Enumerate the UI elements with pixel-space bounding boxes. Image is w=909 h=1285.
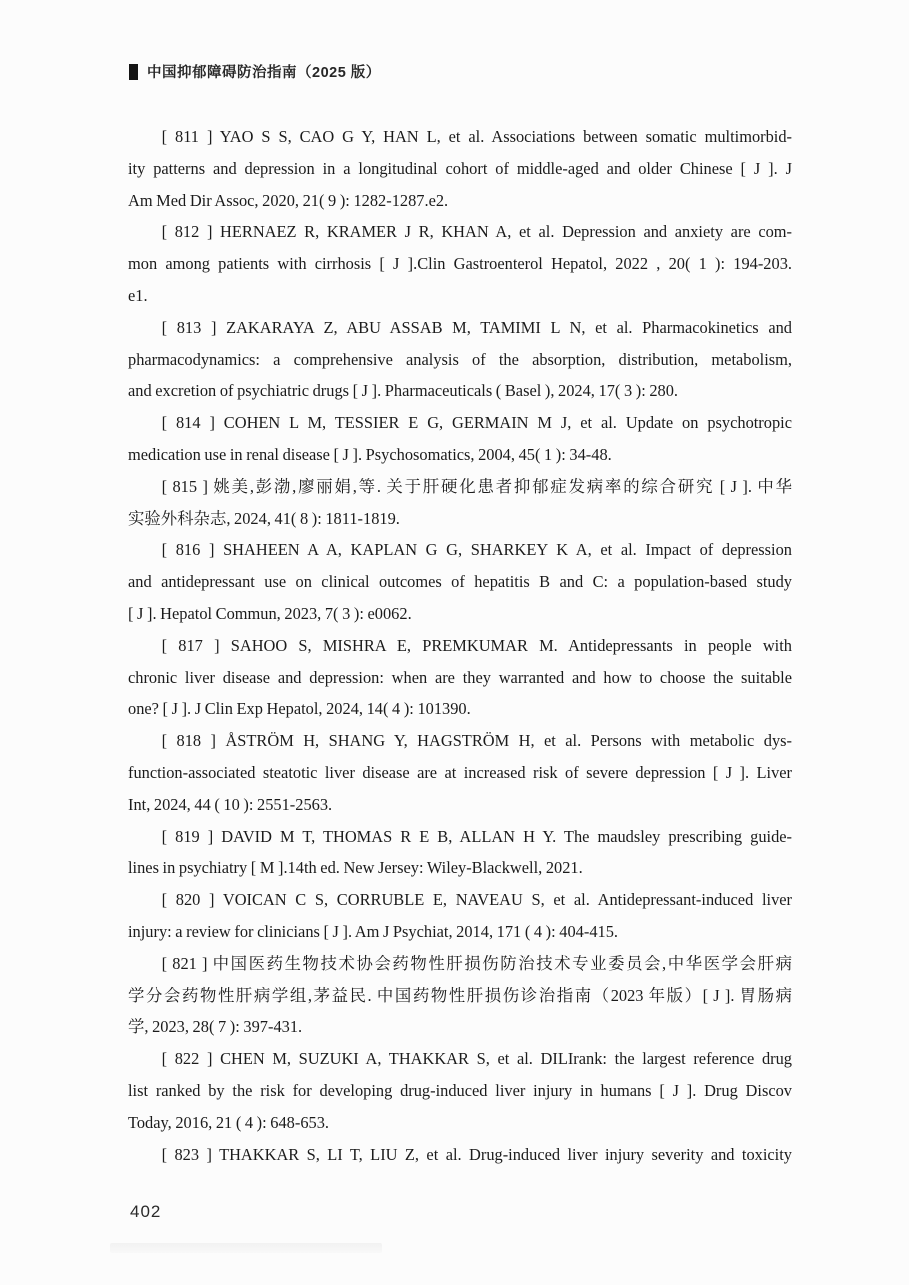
reference-line: [ 815 ] 姚美,彭渤,廖丽娟,等. 关于肝硬化患者抑郁症发病率的综合研究 [ J ]. 中华 xyxy=(161,476,792,496)
reference-line: medication use in renal disease [ J ]. Psychosomatics, 2004, 45( 1 ): 34-48. xyxy=(128,444,612,464)
reference-line: [ 817 ] SAHOO S, MISHRA E, PREMKUMAR M. Antidepressants in people with xyxy=(161,635,792,655)
reference-entry-812 xyxy=(128,216,792,311)
reference-entry-818 xyxy=(128,725,792,820)
page-number: 402 xyxy=(130,1202,162,1221)
reference-line: [ 816 ] SHAHEEN A A, KAPLAN G G, SHARKEY K A, et al. Impact of depression xyxy=(161,540,792,560)
reference-line: injury: a review for clinicians [ J ]. Am J Psychiat, 2014, 171 ( 4 ): 404-415. xyxy=(128,921,619,941)
reference-line: [ 820 ] VOICAN C S, CORRUBLE E, NAVEAU S, et al. Antidepressant-induced liver xyxy=(161,890,792,910)
reference-line: [ 823 ] THAKKAR S, LI T, LIU Z, et al. Drug-induced liver injury severity and toxicity xyxy=(161,1144,792,1164)
reference-line: Am Med Dir Assoc, 2020, 21( 9 ): 1282-1287.e2. xyxy=(128,190,449,210)
reference-line: [ 822 ] CHEN M, SUZUKI A, THAKKAR S, et al. DILIrank: the largest reference drug xyxy=(161,1049,792,1069)
reference-line: chronic liver disease and depression: when are they warranted and how to choose the suitable xyxy=(128,667,792,687)
reference-line: list ranked by the risk for developing drug-induced liver injury in humans [ J ]. Drug Discov xyxy=(128,1080,792,1100)
reference-entry-817 xyxy=(128,630,792,725)
reference-line: [ J ]. Hepatol Commun, 2023, 7( 3 ): e0062. xyxy=(128,603,412,623)
reference-line: and antidepressant use on clinical outcomes of hepatitis B and C: a population-based study xyxy=(128,572,792,592)
reference-entry-816 xyxy=(128,534,792,629)
reference-line: mon among patients with cirrhosis [ J ].Clin Gastroenterol Hepatol, 2022 , 20( 1 ): 194-203. xyxy=(128,254,792,274)
reference-line: Int, 2024, 44 ( 10 ): 2551-2563. xyxy=(128,794,333,814)
reference-entry-820 xyxy=(128,884,792,948)
header-title: 中国抑郁障碍防治指南（2025 版） xyxy=(147,65,381,81)
reference-entry-815 xyxy=(128,471,792,535)
reference-line: [ 814 ] COHEN L M, TESSIER E G, GERMAIN M J, et al. Update on psychotropic xyxy=(161,413,792,433)
reference-line: function-associated steatotic liver disease are at increased risk of severe depression [ J ]. Liver xyxy=(128,762,792,782)
reference-line: 实验外科杂志, 2024, 41( 8 ): 1811-1819. xyxy=(128,508,400,528)
reference-line: e1. xyxy=(128,285,148,305)
header-marker-icon xyxy=(129,64,138,80)
reference-line: [ 812 ] HERNAEZ R, KRAMER J R, KHAN A, et al. Depression and anxiety are com- xyxy=(161,222,792,242)
reference-line: 学, 2023, 28( 7 ): 397-431. xyxy=(128,1017,303,1037)
reference-line: lines in psychiatry [ M ].14th ed. New Jersey: Wiley-Blackwell, 2021. xyxy=(128,858,583,878)
scan-edge-artifact xyxy=(110,1243,382,1253)
reference-line: [ 813 ] ZAKARAYA Z, ABU ASSAB M, TAMIMI L N, et al. Pharmacokinetics and xyxy=(161,317,792,337)
reference-line: [ 819 ] DAVID M T, THOMAS R E B, ALLAN H Y. The maudsley prescribing guide- xyxy=(161,826,792,846)
reference-entry-814 xyxy=(128,407,792,471)
page-header xyxy=(129,61,381,82)
reference-line: pharmacodynamics: a comprehensive analysis of the absorption, distribution, metabolism, xyxy=(128,349,792,369)
reference-line: [ 821 ] 中国医药生物技术协会药物性肝损伤防治技术专业委员会,中华医学会肝病 xyxy=(161,953,792,973)
reference-line: one? [ J ]. J Clin Exp Hepatol, 2024, 14( 4 ): 101390. xyxy=(128,699,471,719)
reference-line: Today, 2016, 21 ( 4 ): 648-653. xyxy=(128,1112,330,1132)
reference-line: and excretion of psychiatric drugs [ J ]. Pharmaceuticals ( Basel ), 2024, 17( 3 ): 280. xyxy=(128,381,679,401)
reference-line: ity patterns and depression in a longitudinal cohort of middle-aged and older Chinese [ J ]. J xyxy=(128,158,792,178)
reference-entry-821 xyxy=(128,948,792,1043)
reference-entry-811 xyxy=(128,121,792,216)
reference-line: [ 811 ] YAO S S, CAO G Y, HAN L, et al. Associations between somatic multimorbid- xyxy=(161,127,792,146)
reference-entry-813 xyxy=(128,312,792,407)
reference-entry-823 xyxy=(128,1139,792,1171)
reference-line: 学分会药物性肝病学组,茅益民. 中国药物性肝损伤诊治指南（2023 年版）[ J ]. 胃肠病 xyxy=(128,985,792,1005)
references-list xyxy=(128,121,792,1170)
reference-line: [ 818 ] ÅSTRÖM H, SHANG Y, HAGSTRÖM H, et al. Persons with metabolic dys- xyxy=(161,731,792,751)
reference-entry-822 xyxy=(128,1043,792,1138)
reference-entry-819 xyxy=(128,821,792,885)
